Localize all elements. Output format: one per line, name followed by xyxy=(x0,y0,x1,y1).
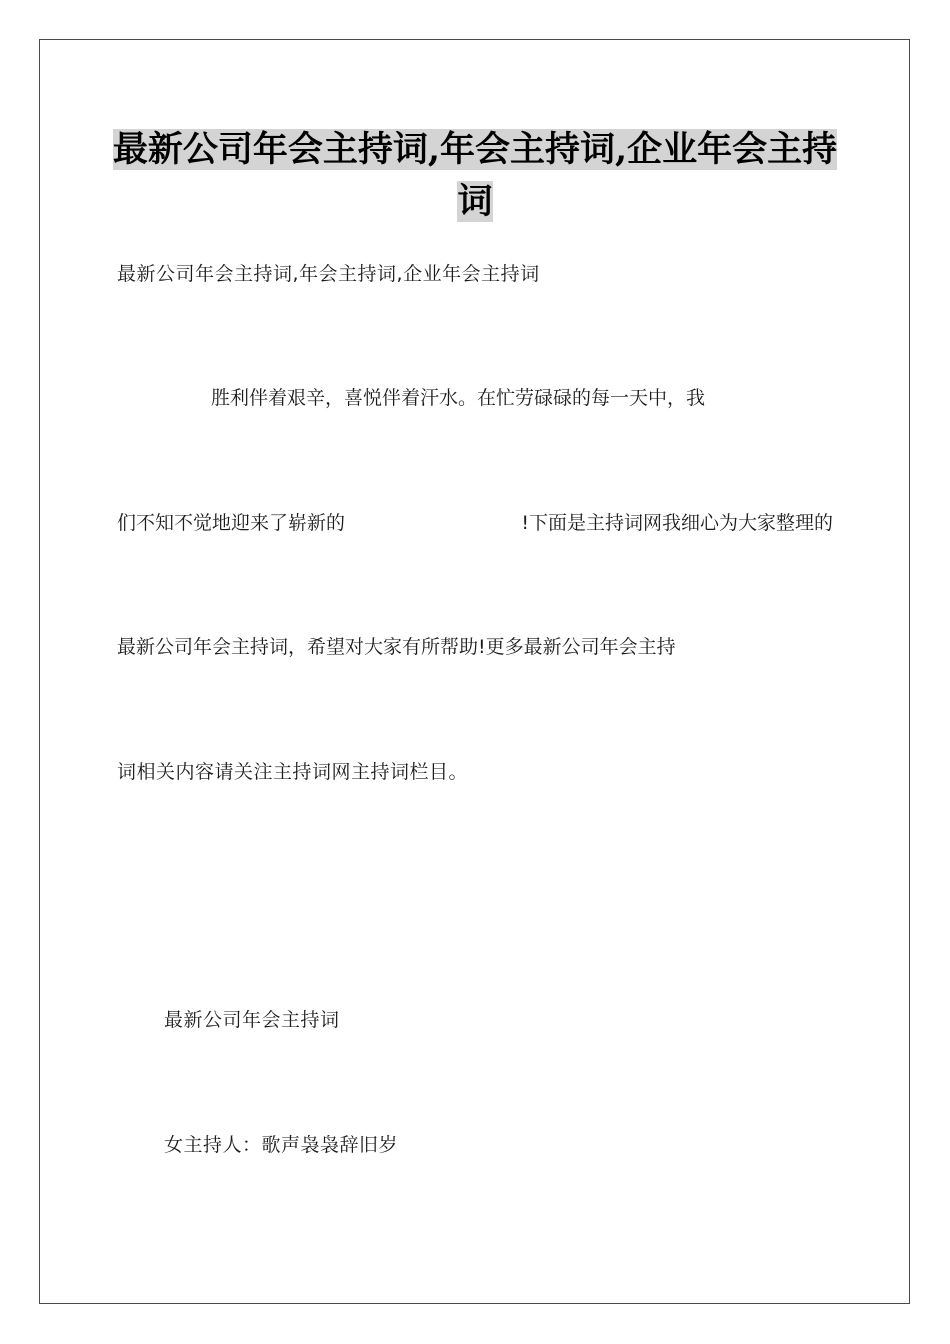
paragraph-line-2-text-b: !下面是主持词网我细心为大家整理的 xyxy=(521,512,833,534)
paragraph-line-4: 词相关内容请关注主持词网主持词栏目。 xyxy=(117,761,469,783)
host-line: 女主持人：歌声袅袅辞旧岁 xyxy=(164,1134,399,1156)
paragraph-line-2 xyxy=(117,509,833,537)
section-heading: 最新公司年会主持词 xyxy=(164,1009,340,1031)
document-title xyxy=(100,124,850,228)
paragraph-line-2-text-a: 们不知不觉地迎来了崭新的 xyxy=(117,512,346,534)
page-border xyxy=(39,39,910,1304)
document-title-text: 最新公司年会主持词,年会主持词,企业年会主持词 xyxy=(112,129,838,222)
document-subtitle: 最新公司年会主持词,年会主持词,企业年会主持词 xyxy=(117,263,540,285)
paragraph-line-3: 最新公司年会主持词，希望对大家有所帮助!更多最新公司年会主持 xyxy=(117,636,676,658)
paragraph-line-1-text: 胜利伴着艰辛，喜悦伴着汗水。在忙劳碌碌的每一天中，我 xyxy=(211,387,706,409)
